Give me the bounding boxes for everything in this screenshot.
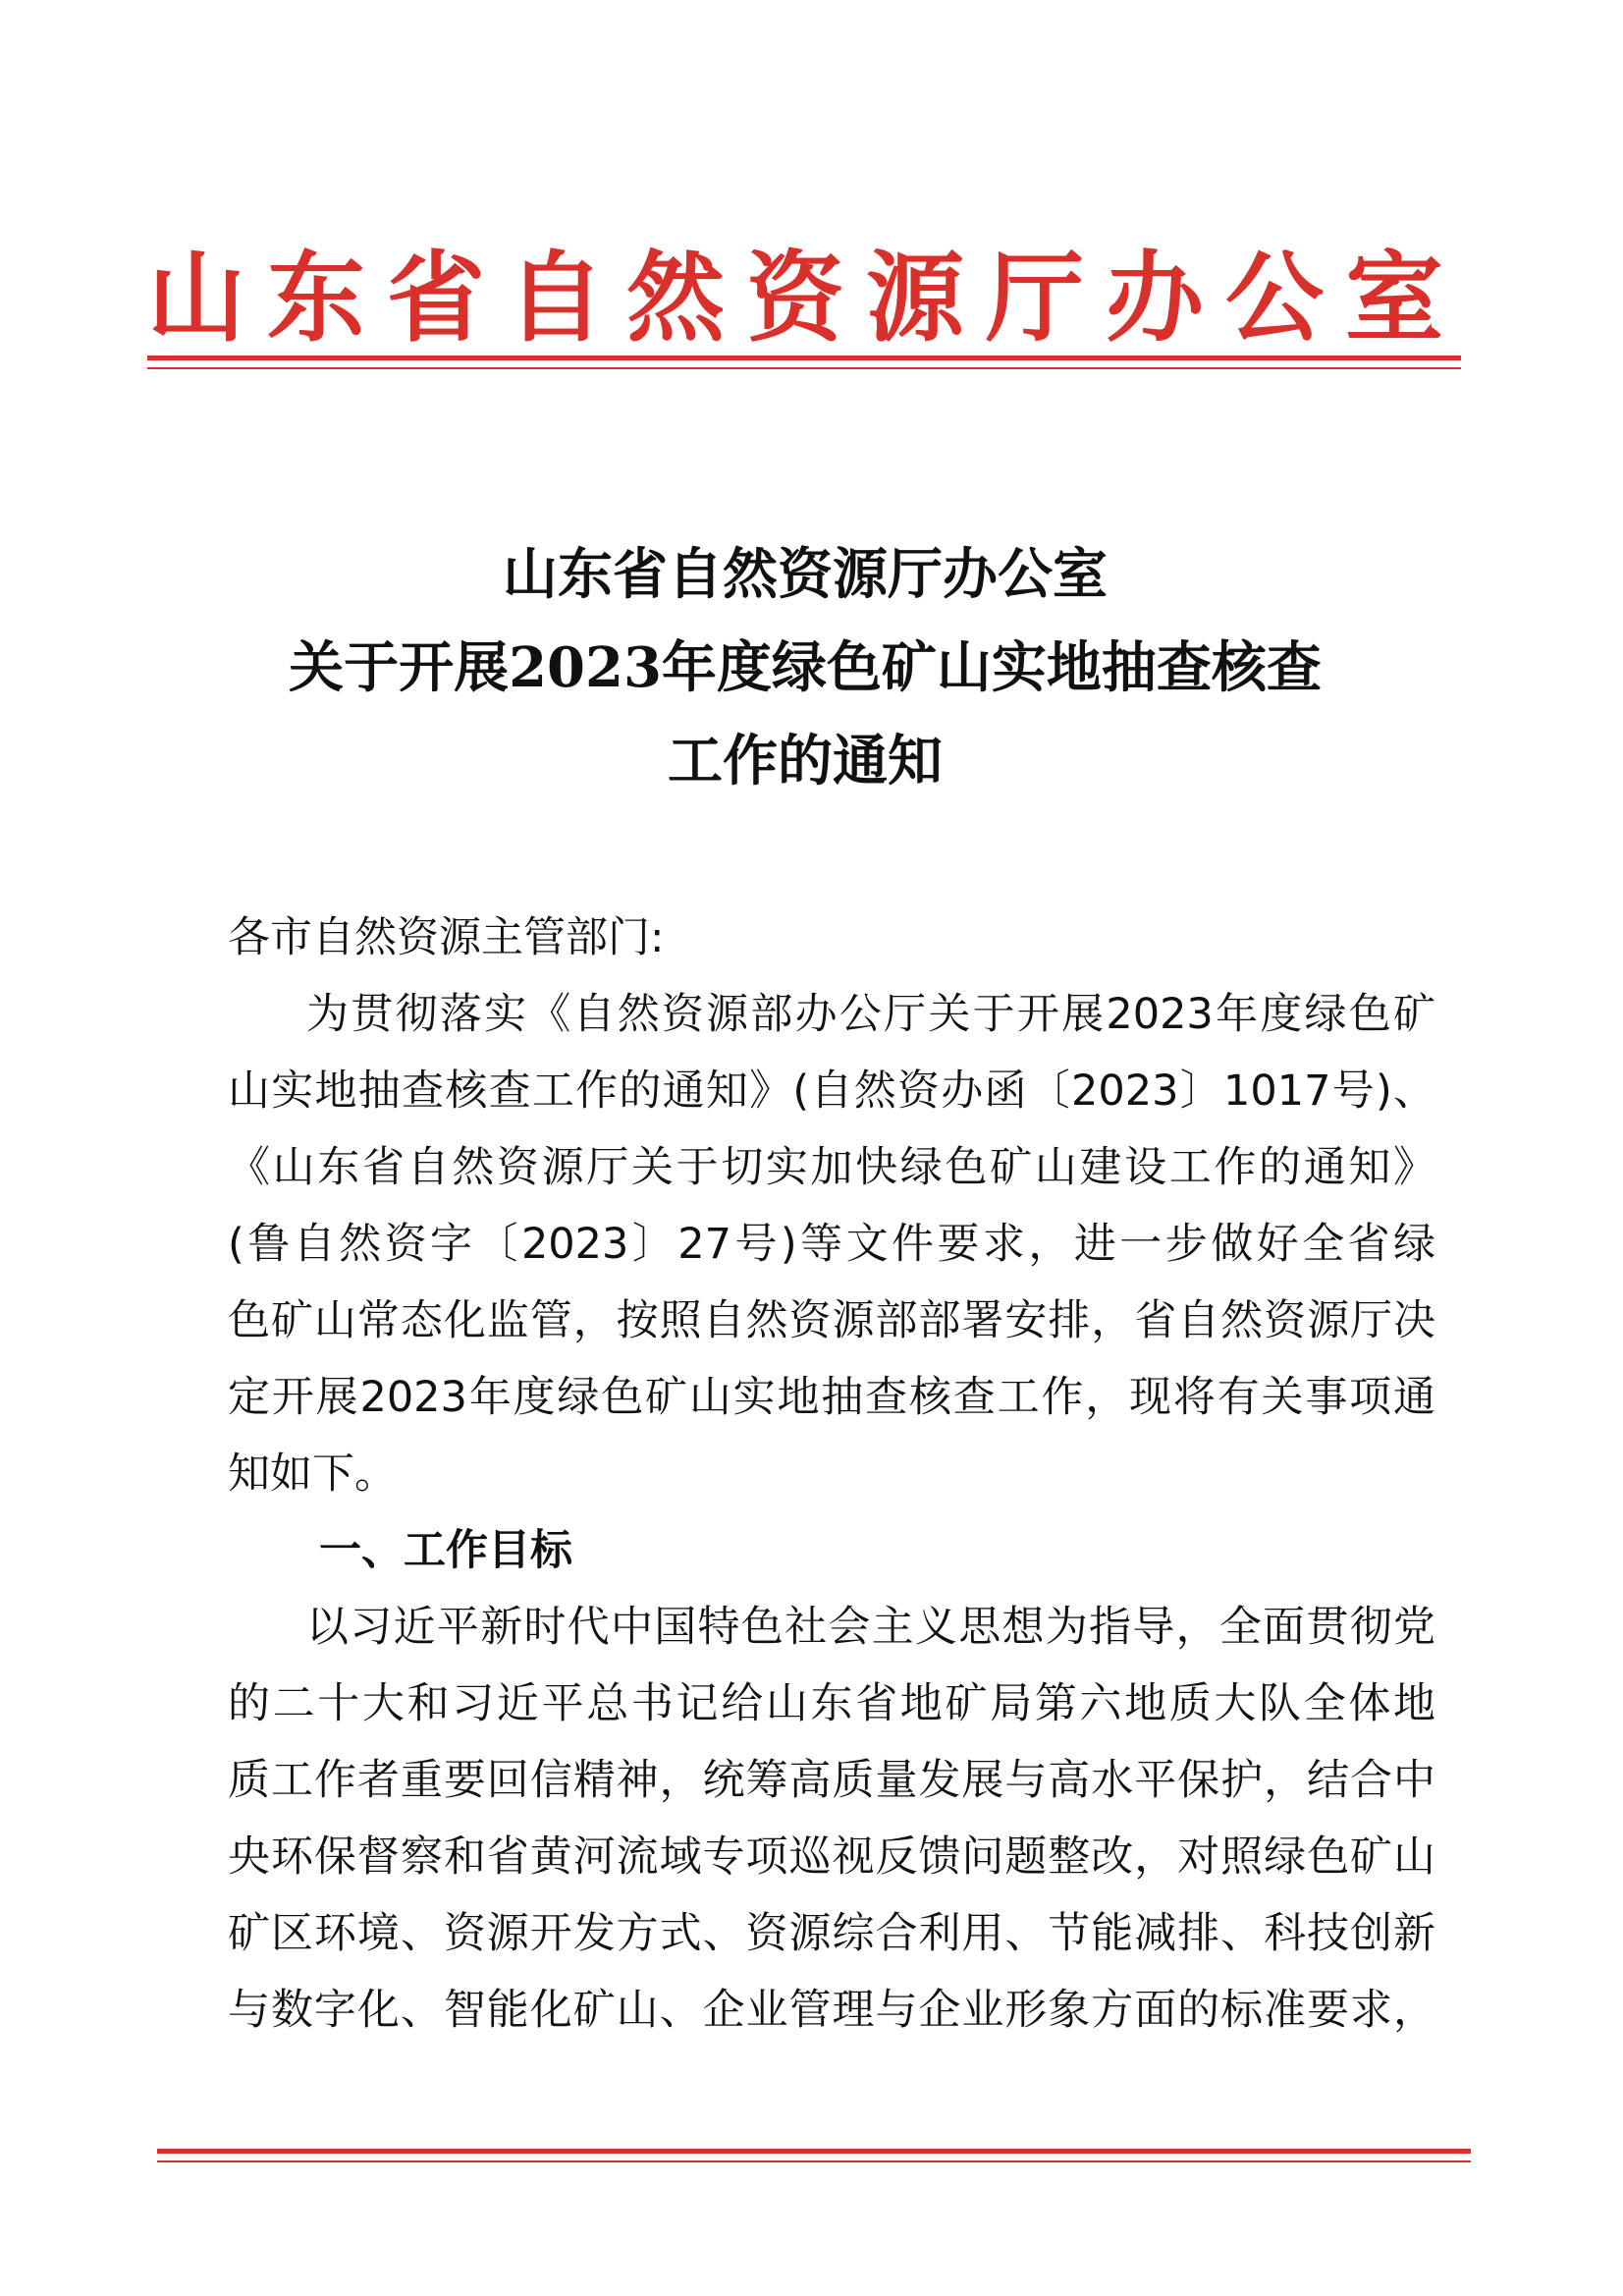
title-line-2: 关于开展2023年度绿色矿山实地抽查核查	[289, 635, 1322, 700]
paragraph-1-line: (鲁自然资字〔2023〕27号)等文件要求，进一步做好全省绿	[228, 1220, 1435, 1269]
letterhead-rule-thick	[147, 355, 1461, 360]
paragraph-2-line: 与数字化、智能化矿山、企业管理与企业形象方面的标准要求，	[228, 1986, 1435, 2035]
paragraph-2-line: 的二十大和习近平总书记给山东省地矿局第六地质大队全体地	[228, 1679, 1435, 1728]
salutation: 各市自然资源主管部门:	[228, 913, 665, 962]
title-line-3: 工作的通知	[668, 729, 943, 793]
footer-rule-thick	[157, 2149, 1471, 2154]
paragraph-2-line: 质工作者重要回信精神，统筹高质量发展与高水平保护，结合中	[228, 1756, 1435, 1805]
footer-rule-thin	[157, 2160, 1471, 2162]
paragraph-1-line: 色矿山常态化监管，按照自然资源部部署安排，省自然资源厅决	[228, 1296, 1435, 1345]
section-1-heading: 一、工作目标	[319, 1526, 572, 1575]
paragraph-2-line: 央环保督察和省黄河流域专项巡视反馈问题整改，对照绿色矿山	[228, 1832, 1435, 1882]
letterhead-org-name: 山东省自然资源厅办公室	[147, 240, 1465, 355]
paragraph-1-line: 山实地抽查核查工作的通知》(自然资办函〔2023〕1017号)、	[228, 1066, 1435, 1116]
paragraph-2-line: 以习近平新时代中国特色社会主义思想为指导，全面贯彻党	[306, 1603, 1435, 1652]
paragraph-2-line: 矿区环境、资源开发方式、资源综合利用、节能减排、科技创新	[228, 1909, 1435, 1958]
paragraph-1-line: 为贯彻落实《自然资源部办公厅关于开展2023年度绿色矿	[306, 990, 1435, 1039]
paragraph-1-line: 《山东省自然资源厅关于切实加快绿色矿山建设工作的通知》	[228, 1143, 1435, 1192]
paragraph-1-line: 知如下。	[228, 1449, 397, 1499]
title-line-1: 山东省自然资源厅办公室	[503, 542, 1108, 607]
letterhead-rule-thin	[147, 367, 1461, 369]
paragraph-1-line: 定开展2023年度绿色矿山实地抽查核查工作，现将有关事项通	[228, 1373, 1435, 1422]
